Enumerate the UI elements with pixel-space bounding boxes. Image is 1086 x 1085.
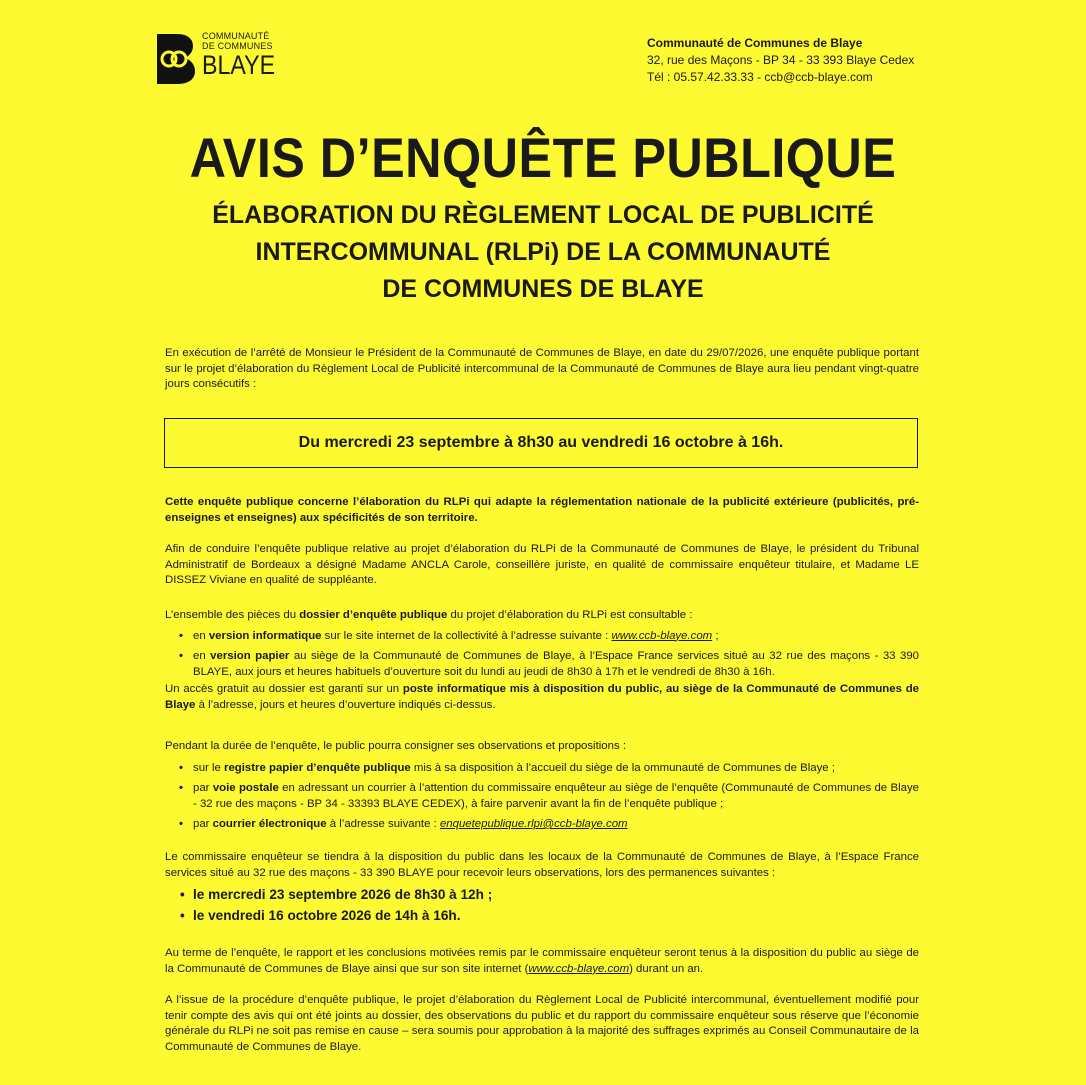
item-text: au siège de la Communauté de Communes de Blaye, à l’Espace France services situé au 32 rue des maçons - 33 390 BLAYE, aux jours et heures habituels d’ouverture soit du lundi au jeudi de 8h30 à 17h et le vendredi de 8h30 à 16h. <box>193 650 920 678</box>
observations-intro: Pendant la durée de l’enquête, le public pourra consigner ses observations et propositions : <box>165 740 626 752</box>
conclusion-section <box>165 993 919 1055</box>
commissioner-paragraph: Afin de conduire l’enquête publique relative au projet d’élaboration du RLPi de la Communauté de Communes de Blaye, le président du Tribunal Administratif de Bordeaux a désigné Madame ANCLA Carole, conseillère juriste, en qualité de commissaire enquêteur titulaire, et Madame LE DISSEZ Viviane en qualité de suppléante. <box>165 543 919 586</box>
logo-line-2: DE COMMUNES <box>202 41 273 51</box>
dossier-intro-text-end: du projet d’élaboration du RLPi est consultable : <box>447 609 693 621</box>
address-contact: Tél : 05.57.42.33.33 - ccb@ccb-blaye.com <box>647 70 873 84</box>
access-bold: poste informatique mis à disposition du public, au siège de la Communauté de Communes de Blaye <box>165 683 919 711</box>
observations-section <box>165 739 919 833</box>
intro-paragraph: En exécution de l’arrêté de Monsieur le Président de la Communauté de Communes de Blaye, en date du 29/07/2026, une enquête publique portant sur le projet d’élaboration du Règlement Local de Publicité intercommunal de la Communauté de Communes de Blaye aura lieu pendant vingt-quatre jours consécutifs : <box>165 347 919 390</box>
dossier-list <box>165 629 919 681</box>
commissioner-section <box>165 542 919 589</box>
intro-section <box>165 346 919 393</box>
item-text: sur le <box>193 761 225 774</box>
scope-section <box>165 495 919 526</box>
logo-line-1: COMMUNAUTÉ <box>202 31 270 41</box>
website-link[interactable]: www.ccb-blaye.com <box>611 629 713 642</box>
list-item <box>165 761 919 777</box>
list-item: • le vendredi 16 octobre 2026 de 14h à 16h. <box>165 905 919 926</box>
item-text: en <box>193 629 209 642</box>
logo-text <box>202 31 287 79</box>
dates-box <box>164 418 918 468</box>
access-text: Un accès gratuit au dossier est garanti sur un <box>165 683 403 695</box>
report-section <box>165 946 919 977</box>
conclusion-paragraph: A l’issue de la procédure d’enquête publique, le projet d’élaboration du Règlement Local de Publicité intercommunal, éventuellement modifié pour tenir compte des avis qui ont été joints au dossier, des observations du public et du rapport du commissaire enquêteur sous réserve que l’économie générale du RLPi ne soit pas remise en cause – sera soumis pour approbation à la majorité des suffrages exprimés au Conseil Communautaire de la Communauté de Communes de Blaye. <box>165 994 919 1053</box>
ccb-logo-mark-icon <box>155 32 197 86</box>
sender-address <box>647 35 914 86</box>
access-text-end: à l’adresse, jours et heures d’ouverture indiqués ci-dessus. <box>195 698 496 711</box>
permanences-section <box>165 850 919 926</box>
access-paragraph <box>165 682 919 713</box>
ccb-logo <box>155 31 280 87</box>
list-item <box>165 781 919 812</box>
list-item <box>165 817 919 833</box>
list-item <box>165 649 919 680</box>
dates-text: Du mercredi 23 septembre à 8h30 au vendredi 16 octobre à 16h. <box>298 434 784 451</box>
report-paragraph <box>165 946 919 977</box>
subtitle-line-1: ÉLABORATION DU RÈGLEMENT LOCAL DE PUBLICITÉ <box>212 201 874 229</box>
permanences-intro: Le commissaire enquêteur se tiendra à la disposition du public dans les locaux de la Communauté de Communes de Blaye, à l’Espace France services situé au 32 rue des maçons - 33 390 BLAYE pour recevoir leurs observations, lors des permanences suivantes : <box>165 851 919 879</box>
permanences-list <box>165 884 919 926</box>
report-text: Au terme de l’enquête, le rapport et les conclusions motivées remis par le commissaire enquêteur seront tenus à la disposition du public au siège de la Communauté de Communes de Blaye ainsi que sur son site internet ( <box>165 947 919 975</box>
report-text-end: ) durant un an. <box>629 962 704 975</box>
item-text: en adressant un courrier à l’attention du commissaire enquêteur au siège de l’enquête (Communauté de Communes de Blaye - 32 rue des maçons - BP 34 - 33393 BLAYE CEDEX), à faire parvenir avant la fin de l’enquête publique ; <box>193 782 919 810</box>
address-org: Communauté de Communes de Blaye <box>647 36 863 50</box>
page-title: AVIS D’ENQUÊTE PUBLIQUE <box>189 126 897 189</box>
website-link[interactable]: www.ccb-blaye.com <box>528 962 630 975</box>
item-bold: registre papier d’enquête publique <box>224 761 411 774</box>
observations-list <box>165 761 919 833</box>
logo-line-3: BLAYE <box>202 50 276 80</box>
dossier-section <box>165 608 919 713</box>
item-bold: voie postale <box>212 782 279 794</box>
item-text: en <box>193 650 211 662</box>
subtitle-line-3: DE COMMUNES DE BLAYE <box>382 275 704 303</box>
subtitle-line-2: INTERCOMMUNAL (RLPi) DE LA COMMUNAUTÉ <box>255 238 831 266</box>
list-item: • le mercredi 23 septembre 2026 de 8h30 à 12h ; <box>165 884 919 905</box>
dossier-intro-text: L’ensemble des pièces du <box>165 609 300 621</box>
address-street: 32, rue des Maçons - BP 34 - 33 393 Blaye Cedex <box>647 53 915 67</box>
dossier-intro <box>165 608 919 624</box>
item-text: à l’adresse suivante : <box>326 818 440 830</box>
list-item <box>165 629 919 645</box>
item-text: par <box>193 782 213 794</box>
item-text: mis à sa disposition à l’accueil du siège de la ommunauté de Communes de Blaye ; <box>410 761 835 774</box>
item-text: par <box>193 818 213 830</box>
page-subtitle <box>0 197 1086 308</box>
item-bold: courrier électronique <box>212 818 327 830</box>
item-bold: version papier <box>210 650 290 662</box>
dossier-intro-bold: dossier d’enquête publique <box>299 609 448 621</box>
item-bold: version informatique <box>208 629 322 642</box>
item-text: ; <box>712 629 719 642</box>
item-text: sur le site internet de la collectivité à l’adresse suivante : <box>321 629 612 642</box>
scope-paragraph: Cette enquête publique concerne l’élaboration du RLPi qui adapte la réglementation nationale de la publicité extérieure (publicités, pré-enseignes et enseignes) aux spécificités de son territoire. <box>165 496 919 524</box>
email-link[interactable]: enquetepublique.rlpi@ccb-blaye.com <box>439 818 628 830</box>
